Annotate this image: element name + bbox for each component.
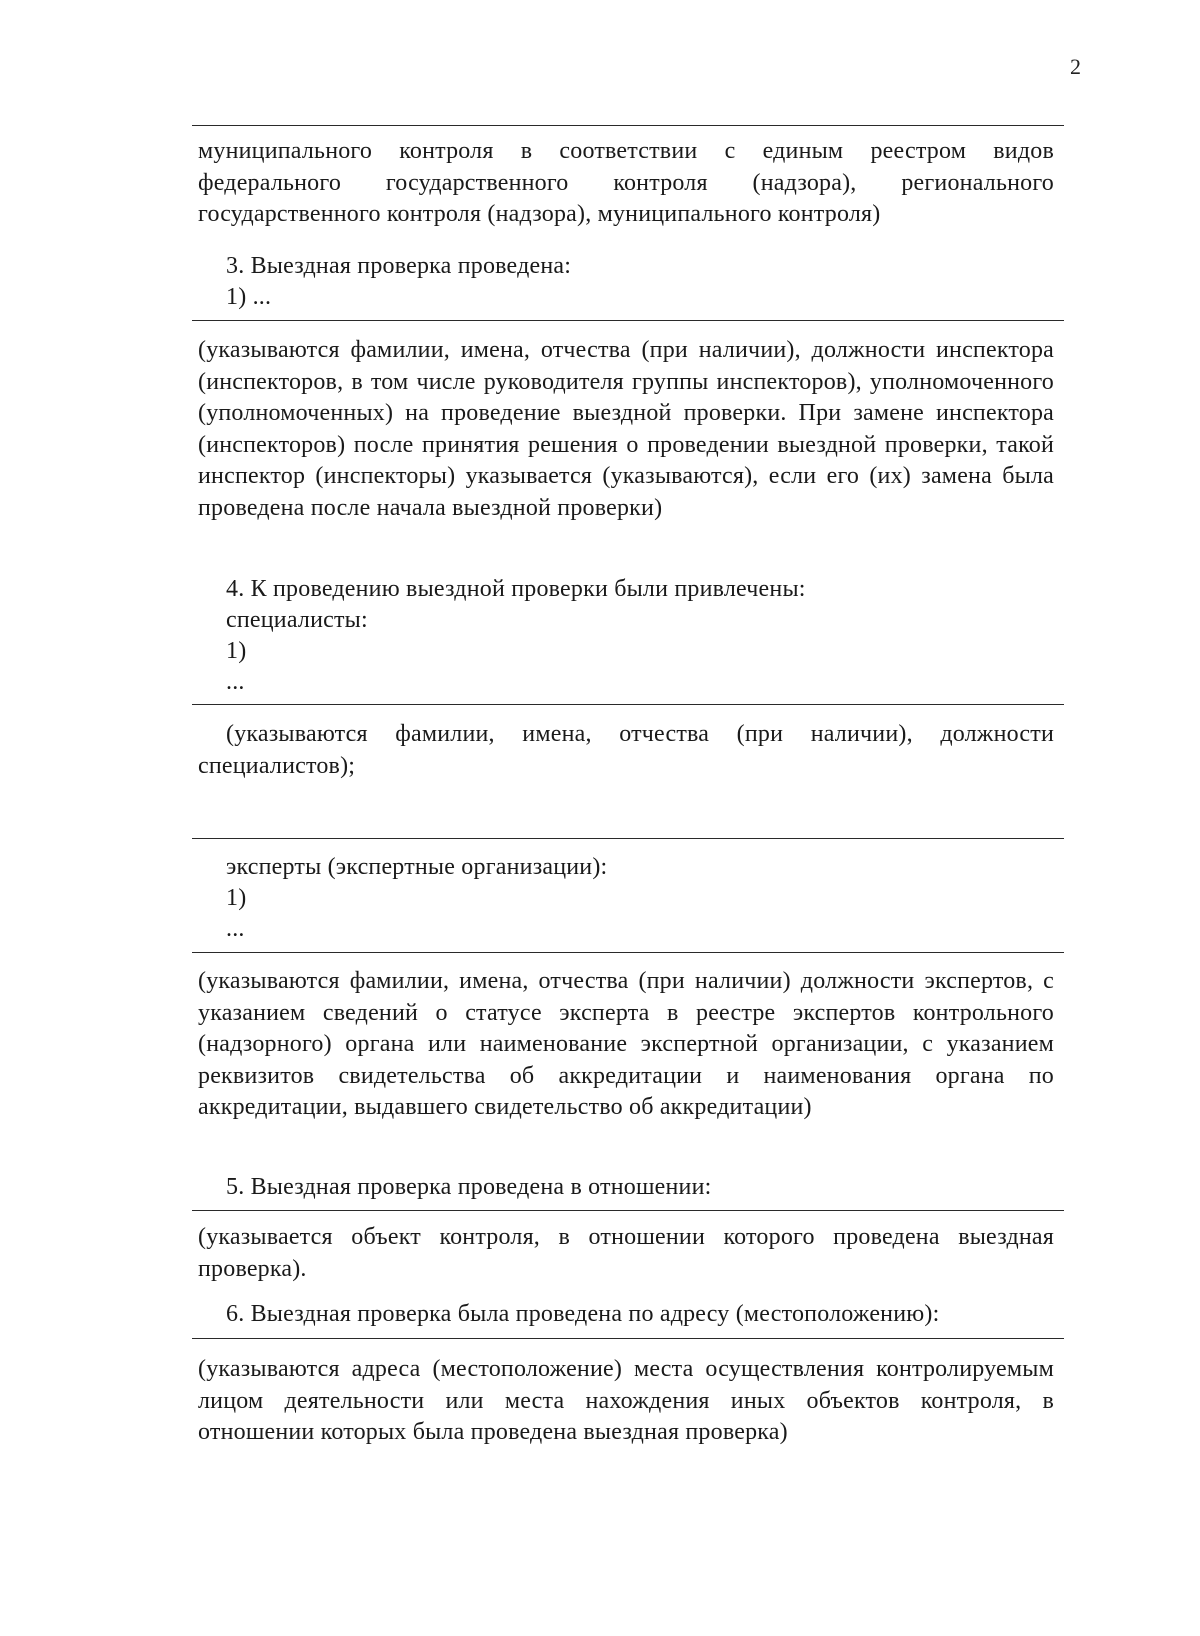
fill-line — [192, 952, 1064, 953]
page-number: 2 — [1070, 54, 1081, 79]
caption-specialists: (указываются фамилии, имена, отчества (при наличии), должности специалистов); — [198, 721, 1054, 779]
section-3-heading: 3. Выездная проверка проведена: — [226, 253, 572, 279]
caption-control-object: (указывается объект контроля, в отношении которого проведена выездная проверка). — [198, 1224, 1054, 1282]
caption-inspectors: (указываются фамилии, имена, отчества (при наличии), должности инспектора (инспекторов, в том числе руководителя группы инспекторов), уполномоченного (уполномоченных) на проведение выездной проверки. При замене инспектора (инспекторов) после принятия решения о проведении выездной проверки, такой инспектор (инспекторы) указывается (указываются), если его (их) замена была проведена после начала выездной проверки) — [198, 337, 1054, 521]
fill-line — [192, 125, 1064, 126]
section-6-heading: 6. Выездная проверка была проведена по адресу (местоположению): — [226, 1301, 940, 1327]
caption-control-type: муниципального контроля в соответствии с единым реестром видов федерального государственного контроля (надзора), регионального государственного контроля (надзора), муниципального контроля) — [198, 138, 1054, 227]
fill-line — [192, 704, 1064, 705]
fill-line — [192, 838, 1064, 839]
fill-line — [192, 1338, 1064, 1339]
section-5-heading: 5. Выездная проверка проведена в отношении: — [226, 1174, 712, 1200]
fill-line — [192, 1210, 1064, 1211]
caption-address: (указываются адреса (местоположение) места осуществления контролируемым лицом деятельности или места нахождения иных объектов контроля, в отношении которых была проведена выездная проверка) — [198, 1356, 1054, 1445]
section-4-expert-ellipsis: ... — [226, 916, 245, 942]
section-4-specialists-label: специалисты: — [226, 607, 368, 633]
section-4-heading: 4. К проведению выездной проверки были привлечены: — [226, 576, 806, 602]
section-3-item-1: 1) ... — [226, 284, 272, 310]
caption-experts: (указываются фамилии, имена, отчества (при наличии) должности экспертов, с указанием сведений о статусе эксперта в реестре экспертов контрольного (надзорного) органа или наименование экспертной организации, с указанием реквизитов свидетельства об аккредитации и наименования органа по аккредитации, выдавшего свидетельство об аккредитации) — [198, 968, 1054, 1120]
section-4-experts-label: эксперты (экспертные организации): — [226, 854, 608, 880]
section-4-specialist-ellipsis: ... — [226, 669, 245, 695]
fill-line — [192, 320, 1064, 321]
section-4-expert-item-1: 1) — [226, 885, 247, 911]
section-4-specialist-item-1: 1) — [226, 638, 247, 664]
